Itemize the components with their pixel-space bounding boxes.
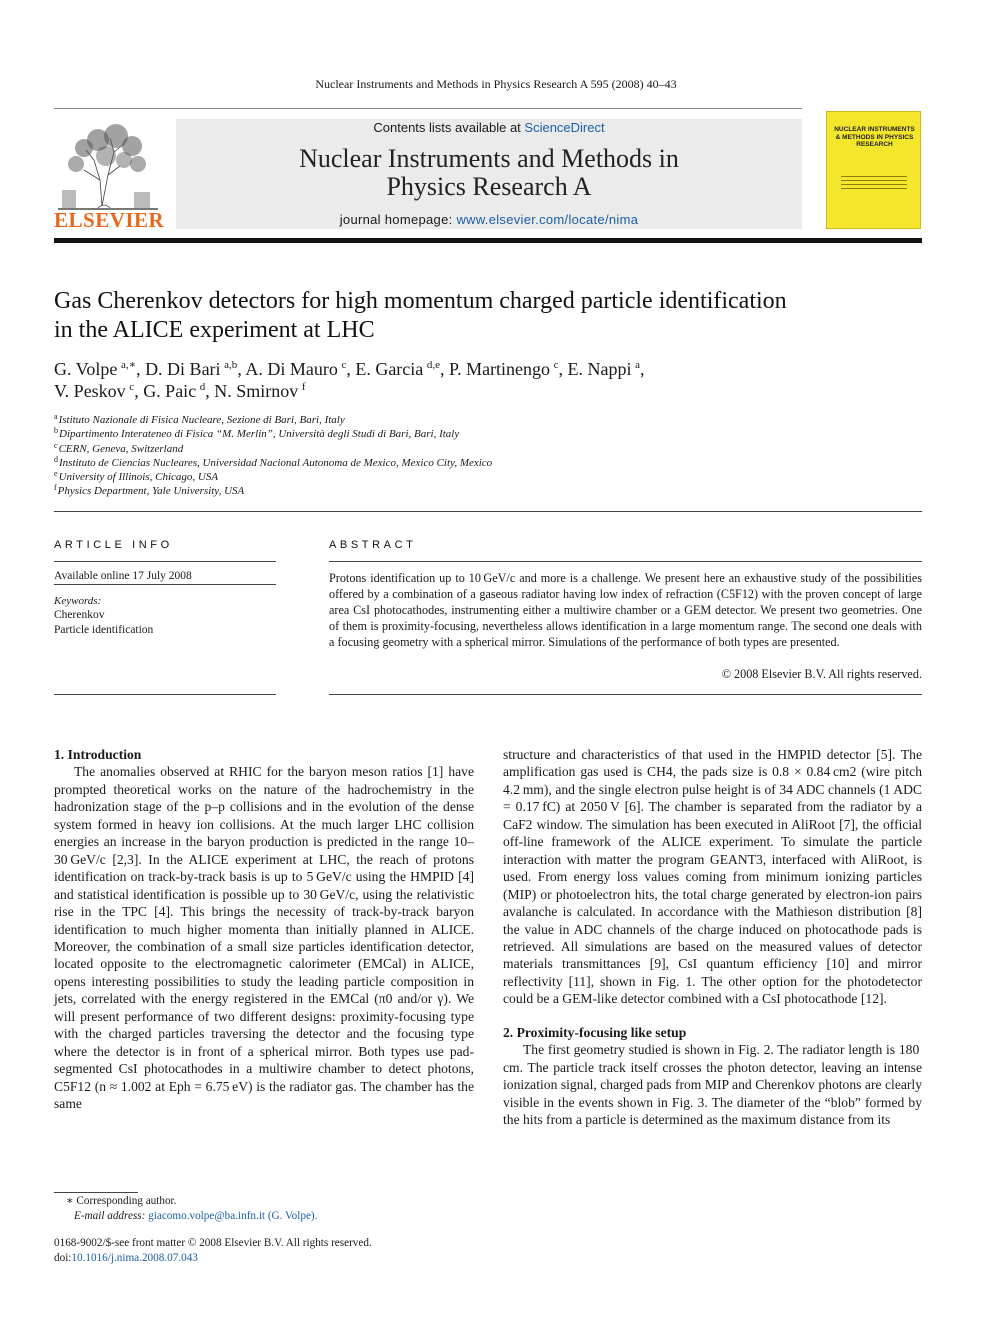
- author[interactable]: E. Nappi: [567, 359, 632, 379]
- abstract-heading: ABSTRACT: [329, 539, 417, 551]
- keywords-label: Keywords:: [54, 595, 102, 607]
- abstract-rule: [329, 694, 922, 695]
- doi-line: [54, 1251, 474, 1266]
- doi-link[interactable]: 10.1016/j.nima.2008.07.043: [71, 1252, 198, 1264]
- affiliation: $^d$Instituto de Ciencias Nucleares, Universidad Nacional Autonoma de Mexico, Mexico City, Mexico: [54, 454, 493, 469]
- author-affil-marker: a: [635, 359, 641, 371]
- author[interactable]: V. Peskov: [54, 381, 126, 401]
- author[interactable]: G. Volpe: [54, 359, 118, 379]
- article-info-rule: [54, 694, 276, 695]
- section-heading: 1. Introduction: [54, 747, 142, 762]
- journal-title-line1: Nuclear Instruments and Methods in: [299, 144, 679, 173]
- body-paragraph: The first geometry studied is shown in Fig. 2. The radiator length is 180 cm. The particle track itself crosses the photon detector, leaving an intense ionization signal, charged pads from MIP and Cherenkov photons are clearly visible in the events shown in Fig. 3. The diameter of the “blob” formed by the hits from a particle is determined as the maximum distance from its: [503, 1042, 922, 1128]
- section-heading: 2. Proximity-focusing like setup: [503, 1024, 687, 1040]
- author-affil-marker: c: [341, 359, 347, 371]
- abstract-copyright: © 2008 Elsevier B.V. All rights reserved.: [721, 667, 922, 681]
- cover-title: NUCLEAR INSTRUMENTS & METHODS IN PHYSICS RESEARCH: [834, 126, 915, 148]
- article-info-rule: [54, 584, 276, 585]
- article-info-rule: [54, 561, 276, 562]
- keyword: Cherenkov: [54, 609, 105, 621]
- journal-cover-thumbnail[interactable]: [826, 111, 921, 229]
- section-rule: [54, 511, 922, 512]
- affiliation: $^b$Dipartimento Interateneo di Fisica “M. Merlin”, Università degli Studi di Bari, Bari, Italy: [54, 426, 460, 441]
- affiliation: $^c$CERN, Geneva, Switzerland: [54, 440, 184, 455]
- email-label: E-mail address:: [74, 1210, 149, 1222]
- author[interactable]: A. Di Mauro: [245, 359, 338, 379]
- elsevier-wordmark: ELSEVIER: [54, 208, 165, 232]
- running-header: Nuclear Instruments and Methods in Physics Research A 595 (2008) 40–43: [315, 77, 677, 91]
- author-affil-marker: d,e: [426, 359, 441, 371]
- available-online: Available online 17 July 2008: [54, 570, 192, 582]
- cover-decoration: [841, 176, 907, 192]
- doi-prefix: doi:: [54, 1252, 72, 1264]
- masthead-rule: [54, 238, 922, 243]
- article-title-line1: Gas Cherenkov detectors for high momentum charged particle identification: [54, 288, 787, 314]
- body-paragraph: The anomalies observed at RHIC for the baryon meson ratios [1] have prompted theoretical works on the nature of the hadrochemistry in the hadronization stage of the p–p collisions and in the evolution of the dense system formed in heavy ion collisions. At the much larger LHC collision energies an increase in the baryon production is predicted in the range 10–30 GeV/c [2,3]. In the ALICE experiment at LHC, the reach of protons identification on track-by-track basis is up to 5 GeV/c using the HMPID [4] and statistical identification is possible up to 30 GeV/c, using the relativistic rise in the TPC [4]. This brings the necessity of track-by-track baryon identification to much higher momenta than initially planned in ALICE. Moreover, the combination of a small size particles identification detector, located opposite to the electromagnetic calorimeter (EMCal) in ALICE, opens interesting possibilities to study the leading particle composition in jets, correlated with the energy registered in the EMCal (π0 and/or γ). We will present performance of two different designs: proximity-focusing type with the charged particles traversing the detector and the focusing type where the detector is in front of a spherical mirror. Both types use pad-segmented CsI photocathodes in a multiwire chamber to detect photons, C5F12 (n ≈ 1.002 at Eph = 6.75 eV) is the radiator gas. The chamber has the same: [54, 764, 474, 1112]
- email-line: [54, 1209, 474, 1224]
- front-matter-line: 0168-9002/$-see front matter © 2008 Elsevier B.V. All rights reserved.: [54, 1237, 372, 1249]
- footnotes: [54, 1194, 474, 1224]
- author-affil-marker: a,∗: [120, 359, 137, 371]
- email-link[interactable]: giacomo.volpe@ba.infn.it (G. Volpe).: [148, 1210, 318, 1222]
- journal-title-line2: Physics Research A: [386, 172, 592, 201]
- header-rule: [54, 108, 802, 109]
- sciencedirect-link[interactable]: ScienceDirect: [524, 120, 605, 135]
- affiliation: $^f$Physics Department, Yale University, USA: [54, 483, 245, 498]
- author-affil-marker: c: [129, 381, 135, 393]
- article-title: [54, 287, 924, 345]
- author[interactable]: G. Paic: [143, 381, 197, 401]
- keyword: Particle identification: [54, 623, 154, 636]
- author[interactable]: E. Garcia: [355, 359, 424, 379]
- author-affil-marker: d: [199, 381, 206, 393]
- author-affil-marker: a,b: [224, 359, 238, 371]
- author-affil-marker: f: [301, 381, 306, 393]
- footnote-rule: [54, 1192, 138, 1193]
- homepage-prefix: journal homepage:: [339, 212, 457, 227]
- article-title-line2: in the ALICE experiment at LHC: [54, 317, 375, 343]
- abstract-rule: [329, 561, 922, 562]
- journal-homepage: [176, 212, 802, 227]
- keywords-list: [54, 608, 153, 637]
- article-info-heading: ARTICLE INFO: [54, 539, 173, 551]
- affiliations: [54, 413, 924, 499]
- author[interactable]: D. Di Bari: [145, 359, 221, 379]
- affiliation: $^a$Istituto Nazionale di Fisica Nucleare, Sezione di Bari, Bari, Italy: [54, 412, 345, 426]
- author-list: G. Volpe $^{a,∗}$, D. Di Bari $^{a,b}$, A. Di Mauro $^c$, E. Garcia $^{d,e}$, P. Martinengo $^c$, E. Nappi $^a$, V. Peskov $^c$, G. Paic $^d$, N. Smirnov $^f$: [54, 359, 645, 401]
- front-matter: [54, 1236, 474, 1266]
- author[interactable]: P. Martinengo: [449, 359, 551, 379]
- contents-line: [176, 120, 802, 135]
- abstract-text: Protons identification up to 10 GeV/c and more is a challenge. We present here an exhaustive study of the possibilities offered by a combination of a gaseous radiator having low index of refraction (C5F12) with the proven concept of large area CsI photocathodes, instrumenting either a multiwire chamber or a GEM detector. We present two geometries. One of them is proximity-focusing, nevertheless allows identification in a large momentum range. The second one deals with a focusing geometry with a spherical mirror. Simulations of the performance of both types are presented.: [329, 571, 922, 649]
- corresponding-author-note: ∗ Corresponding author.: [66, 1195, 177, 1207]
- body-paragraph: structure and characteristics of that used in the HMPID detector [5]. The amplification gas used is CH4, the pads size is 0.8 × 0.84 cm2 (wire pitch 4.2 mm), and the single electron pulse height is of 34 ADC channels (1 ADC = 0.17 fC) at 2050 V [6]. The chamber is separated from the radiator by a CaF2 window. The simulation has been executed in AliRoot [7], the official off-line framework of the ALICE experiment. To simulate the particle interaction with matter the program GEANT3, interfaced with AliRoot, is used. From energy loss values coming from minimum ionizing particles (MIP) or photoelectron hits, the total charge generated by electron-ion pairs avalanche is calculated. In accordance with the Mathieson distribution [8] the value in ADC channels of the charge induced on photocathode pads is retrieved. All simulations are based on the measured values of detector materials transmittances [9], CsI quantum efficiency [10] and mirror reflectivity [11], shown in Fig. 1. The other option for the photodetector could be a GEM-like detector combined with a CsI photocathode [12].: [503, 747, 922, 1007]
- author[interactable]: N. Smirnov: [214, 381, 299, 401]
- author-affil-marker: c: [553, 359, 559, 371]
- homepage-link[interactable]: www.elsevier.com/locate/nima: [456, 212, 639, 227]
- body-column-left: [54, 746, 474, 1113]
- body-column-right: [503, 746, 922, 1129]
- contents-prefix: Contents lists available at: [373, 120, 525, 135]
- journal-title: [176, 145, 802, 201]
- affiliation: $^e$University of Illinois, Chicago, USA: [54, 469, 219, 484]
